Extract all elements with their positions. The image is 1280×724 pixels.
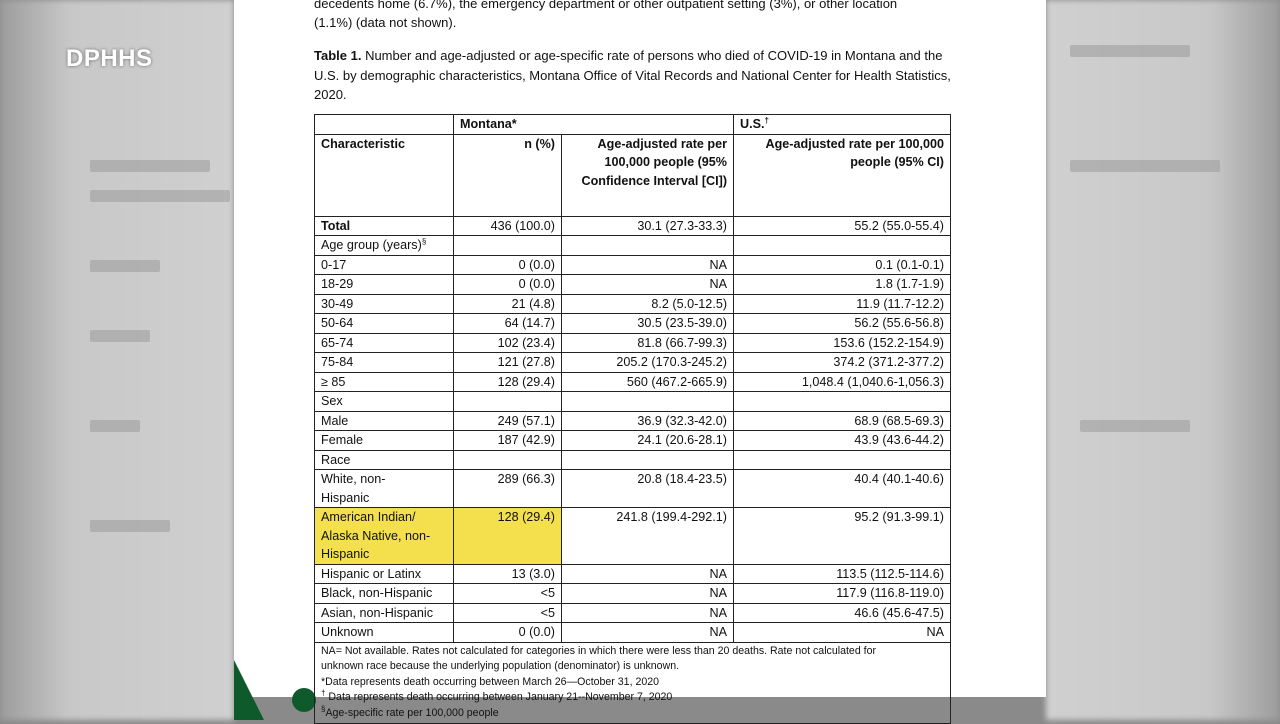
blurred-text-line <box>90 520 170 532</box>
montana-rate-cell: 24.1 (20.6-28.1) <box>562 431 734 451</box>
covid-deaths-table <box>314 114 951 724</box>
us-rate-cell: 55.2 (55.0-55.4) <box>734 216 951 236</box>
characteristic-label: Total <box>321 218 351 233</box>
characteristic-cell <box>315 294 454 314</box>
us-rate-cell: 56.2 (55.6-56.8) <box>734 314 951 334</box>
n-percent-cell: 128 (29.4) <box>454 508 562 565</box>
n-percent-cell: <5 <box>454 603 562 623</box>
montana-rate-cell: 20.8 (18.4-23.5) <box>562 470 734 508</box>
characteristic-cell <box>315 450 454 470</box>
green-circle-decoration <box>292 688 316 712</box>
characteristic-label: ≥ 85 <box>321 374 346 389</box>
characteristic-cell <box>315 623 454 643</box>
blurred-text-line <box>1070 45 1190 57</box>
characteristic-cell <box>315 564 454 584</box>
footnote-text: NA= Not available. Rates not calculated for categories in which there were less than 20 deaths. Rate not calculated for <box>321 644 877 657</box>
us-rate-cell: 43.9 (43.6-44.2) <box>734 431 951 451</box>
us-rate-cell <box>734 392 951 412</box>
footnote-text: Data represents death occurring between January 21--November 7, 2020 <box>325 691 673 703</box>
column-header-row <box>315 134 951 216</box>
montana-rate-cell: 560 (467.2-665.9) <box>562 372 734 392</box>
characteristic-cell <box>315 508 454 565</box>
group-header-us-label: U.S. <box>740 117 765 131</box>
blurred-text-line <box>90 190 230 202</box>
intro-line: decedents home (6.7%), the emergency department or other outpatient setting (3%), or other location <box>314 0 898 11</box>
col-header-characteristic: Characteristic <box>315 134 454 216</box>
montana-rate-cell: NA <box>562 603 734 623</box>
montana-rate-cell: 30.5 (23.5-39.0) <box>562 314 734 334</box>
table-row <box>315 564 951 584</box>
table-row <box>315 275 951 295</box>
table-body <box>315 216 951 642</box>
us-rate-cell: 46.6 (45.6-47.5) <box>734 603 951 623</box>
characteristic-cell <box>315 275 454 295</box>
us-rate-cell: 40.4 (40.1-40.6) <box>734 470 951 508</box>
characteristic-label: Race <box>321 452 351 467</box>
characteristic-label: Age group (years) <box>321 238 422 252</box>
montana-rate-cell: 205.2 (170.3-245.2) <box>562 353 734 373</box>
characteristic-label: 75-84 <box>321 355 354 369</box>
footnote-line <box>321 659 944 675</box>
table-row <box>315 508 951 565</box>
table-caption-label: Table 1. <box>314 48 362 63</box>
section-row <box>315 236 951 256</box>
characteristic-label: Asian, non-Hispanic <box>321 605 434 620</box>
n-percent-cell: 128 (29.4) <box>454 372 562 392</box>
characteristic-cell <box>315 216 454 236</box>
blurred-text-line <box>90 330 150 342</box>
n-percent-cell <box>454 392 562 412</box>
us-rate-cell: NA <box>734 623 951 643</box>
table-row <box>315 314 951 334</box>
characteristic-label: White, non-Hispanic <box>321 472 386 505</box>
col-header-montana-rate: Age-adjusted rate per 100,000 people (95% Confidence Interval [CI]) <box>562 134 734 216</box>
us-rate-cell: 0.1 (0.1-0.1) <box>734 255 951 275</box>
montana-rate-cell: NA <box>562 564 734 584</box>
blurred-text-line <box>90 260 160 272</box>
n-percent-cell: 0 (0.0) <box>454 623 562 643</box>
table-row <box>315 372 951 392</box>
characteristic-label: Unknown <box>321 625 374 639</box>
characteristic-cell <box>315 470 454 508</box>
intro-line: (1.1%) (data not shown). <box>314 15 457 30</box>
montana-rate-cell: NA <box>562 255 734 275</box>
montana-rate-cell <box>562 450 734 470</box>
section-row <box>315 392 951 412</box>
characteristic-label: Sex <box>321 394 343 408</box>
characteristic-label: Hispanic or Latinx <box>321 566 422 581</box>
characteristic-cell <box>315 353 454 373</box>
n-percent-cell: 64 (14.7) <box>454 314 562 334</box>
intro-paragraph <box>314 0 954 32</box>
characteristic-cell <box>315 584 454 604</box>
table-row <box>315 431 951 451</box>
us-rate-cell: 68.9 (68.5-69.3) <box>734 411 951 431</box>
n-percent-cell: 187 (42.9) <box>454 431 562 451</box>
montana-rate-cell: 8.2 (5.0-12.5) <box>562 294 734 314</box>
characteristic-label: 0-17 <box>321 257 347 272</box>
us-rate-cell: 11.9 (11.7-12.2) <box>734 294 951 314</box>
dagger-mark: † <box>764 115 769 125</box>
characteristic-label: Black, non-Hispanic <box>321 586 433 600</box>
characteristic-cell <box>315 603 454 623</box>
montana-rate-cell: NA <box>562 584 734 604</box>
table-row <box>315 603 951 623</box>
table-row <box>315 216 951 236</box>
characteristic-label: Female <box>321 433 363 447</box>
montana-rate-cell <box>562 392 734 412</box>
us-rate-cell: 113.5 (112.5-114.6) <box>734 564 951 584</box>
characteristic-cell <box>315 333 454 353</box>
us-rate-cell: 1,048.4 (1,040.6-1,056.3) <box>734 372 951 392</box>
montana-rate-cell: 30.1 (27.3-33.3) <box>562 216 734 236</box>
footnote-text: Age-specific rate per 100,000 people <box>325 706 499 719</box>
n-percent-cell: 102 (23.4) <box>454 333 562 353</box>
us-rate-cell: 1.8 (1.7-1.9) <box>734 275 951 295</box>
characteristic-cell <box>315 372 454 392</box>
characteristic-label: 18-29 <box>321 277 354 291</box>
table-row <box>315 353 951 373</box>
footnote-text: unknown race because the underlying population (denominator) is unknown. <box>321 660 680 672</box>
col-header-us-rate: Age-adjusted rate per 100,000 people (95% CI) <box>734 134 951 216</box>
n-percent-cell: <5 <box>454 584 562 604</box>
table-row <box>315 255 951 275</box>
table-row <box>315 411 951 431</box>
montana-rate-cell: 81.8 (66.7-99.3) <box>562 333 734 353</box>
characteristic-label: 50-64 <box>321 316 354 330</box>
footnotes-cell <box>315 642 951 724</box>
footnote-row <box>315 642 951 724</box>
footnote-mark: § <box>321 703 326 713</box>
n-percent-cell <box>454 236 562 256</box>
n-percent-cell: 0 (0.0) <box>454 255 562 275</box>
table-row <box>315 470 951 508</box>
group-header-empty <box>315 115 454 135</box>
characteristic-cell <box>315 314 454 334</box>
blurred-background-left <box>0 0 234 720</box>
blurred-text-line <box>90 160 210 172</box>
characteristic-cell <box>315 255 454 275</box>
group-header-montana: Montana* <box>454 115 734 135</box>
montana-rate-cell <box>562 236 734 256</box>
characteristic-label: Male <box>321 413 349 428</box>
montana-rate-cell: 241.8 (199.4-292.1) <box>562 508 734 565</box>
us-rate-cell <box>734 450 951 470</box>
blurred-text-line <box>1080 420 1190 432</box>
us-rate-cell: 374.2 (371.2-377.2) <box>734 353 951 373</box>
footnote-line <box>321 703 944 722</box>
col-header-n-percent: n (%) <box>454 134 562 216</box>
footnote-line <box>321 675 944 691</box>
n-percent-cell: 13 (3.0) <box>454 564 562 584</box>
n-percent-cell: 21 (4.8) <box>454 294 562 314</box>
group-header-us <box>734 115 951 135</box>
footnote-mark: † <box>321 688 326 698</box>
characteristic-label: 65-74 <box>321 335 354 350</box>
characteristic-label: 30-49 <box>321 296 354 311</box>
footnote-text: *Data represents death occurring between March 26—October 31, 2020 <box>321 675 660 688</box>
blurred-background-right <box>1046 0 1280 720</box>
us-rate-cell: 95.2 (91.3-99.1) <box>734 508 951 565</box>
characteristic-cell <box>315 236 454 256</box>
table-row <box>315 333 951 353</box>
footnote-line <box>321 690 944 706</box>
group-header-row <box>315 115 951 135</box>
section-row <box>315 450 951 470</box>
n-percent-cell: 121 (27.8) <box>454 353 562 373</box>
montana-rate-cell: NA <box>562 275 734 295</box>
us-rate-cell: 117.9 (116.8-119.0) <box>734 584 951 604</box>
section-mark: § <box>421 236 427 246</box>
characteristic-cell <box>315 392 454 412</box>
n-percent-cell: 0 (0.0) <box>454 275 562 295</box>
table-header <box>315 115 951 217</box>
n-percent-cell: 436 (100.0) <box>454 216 562 236</box>
n-percent-cell: 249 (57.1) <box>454 411 562 431</box>
us-rate-cell <box>734 236 951 256</box>
montana-rate-cell: NA <box>562 623 734 643</box>
table-row <box>315 294 951 314</box>
characteristic-cell <box>315 411 454 431</box>
us-rate-cell: 153.6 (152.2-154.9) <box>734 333 951 353</box>
characteristic-label: American Indian/ Alaska Native, non-Hispanic <box>321 510 431 561</box>
table-caption-text: Number and age-adjusted or age-specific rate of persons who died of COVID-19 in Montana and the U.S. by demographic characteristics, Montana Office of Vital Records and National Center for Health Statistics, 2020. <box>314 48 951 102</box>
table-caption <box>314 46 954 105</box>
footnote-line <box>321 644 944 660</box>
blurred-text-line <box>1070 160 1220 172</box>
n-percent-cell <box>454 450 562 470</box>
table-row <box>315 584 951 604</box>
dphhs-logo: DPHHS <box>66 45 153 72</box>
n-percent-cell: 289 (66.3) <box>454 470 562 508</box>
table-row <box>315 623 951 643</box>
characteristic-cell <box>315 431 454 451</box>
montana-rate-cell: 36.9 (32.3-42.0) <box>562 411 734 431</box>
blurred-text-line <box>90 420 140 432</box>
table-footer <box>315 642 951 724</box>
